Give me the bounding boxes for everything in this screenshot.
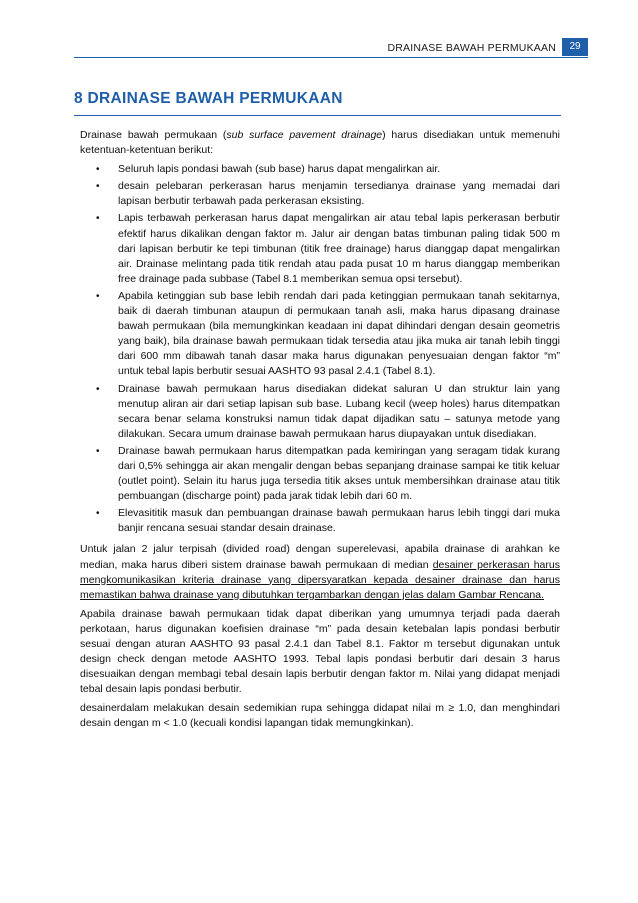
intro-text-start: Drainase bawah permukaan (: [80, 129, 227, 141]
list-item: [80, 506, 560, 536]
bullet-icon: •: [96, 181, 100, 193]
bullet-icon: •: [96, 508, 100, 520]
list-item: [80, 382, 560, 442]
list-item-text: Elevasititik masuk dan pembuangan drainase bawah permukaan harus lebih tinggi dari muka banjir rencana sesuai standar desain drainase.: [118, 507, 560, 535]
intro-italic-term: sub surface pavement drainage: [226, 129, 383, 141]
list-item: [80, 162, 560, 177]
section-heading: 8 DRAINASE BAWAH PERMUKAAN: [74, 90, 343, 107]
list-item-text: desain pelebaran perkerasan harus menjamin tersedianya drainase yang memadai dari lapisan berbutir terbawah pada perkerasan eksisting.: [118, 180, 560, 208]
header-divider: [74, 57, 588, 58]
list-item-text: Seluruh lapis pondasi bawah (sub base) harus dapat mengalirkan air.: [118, 163, 441, 176]
bullet-icon: •: [96, 383, 100, 395]
list-item-text: Lapis terbawah perkerasan harus dapat mengalirkan air atau tebal lapis perkerasan berbutir efektif harus dikalikan dengan faktor m. Jalur air dengan batas timbunan paling tidak 500 m dari lapisan berbutir ke tepi timbunan (titik free drainage) harus dianggap dapat mengalirkan air. Drainase melintang pada titik rendah atau pada pusat 10 m harus dianggap memberikan free drainage pada subbase (Tabel 8.1 memberikan semua opsi tersebut).: [118, 212, 560, 285]
list-item: [80, 211, 560, 286]
page-number-badge: 29: [562, 38, 588, 56]
list-item-text: Apabila ketinggian sub base lebih rendah dari pada ketinggian permukaan tanah sekitarnya, baik di daerah timbunan ataupun di permukaan tanah asli, maka harus dipasang drainase bawah permukaan (bila memungkinkan keadaan ini dapat dihindari dengan desain geometris yang baik), bila drainase bawah permukaan tidak tersedia atau jika muka air tanah lebih tinggi dari 600 mm dibawah tanah dasar maka harus digunakan penyesuaian dengan faktor “m” untuk tebal lapis berbutir sesuai AASHTO 93 pasal 2.4.1 (Tabel 8.1).: [118, 289, 560, 378]
header-title: DRAINASE BAWAH PERMUKAAN: [387, 42, 556, 54]
bullet-icon: •: [96, 164, 100, 176]
list-item: [80, 289, 560, 380]
median-drainage-paragraph: [80, 542, 560, 602]
document-body: [80, 128, 560, 736]
paragraph-text: Untuk jalan 2 jalur terpisah (divided road) dengan superelevasi, apabila drainase di arahkan ke median, maka harus diberi sistem drainase bawah permukaan di median: [80, 543, 560, 571]
heading-divider: [74, 115, 561, 116]
list-item-text: Drainase bawah permukaan harus ditempatkan pada kemiringan yang seragam tidak kurang dari 0,5% sehingga air akan mengalir dengan bebas sepanjang drainase sampai ke titik keluar (outlet point). Selain itu harus juga tersedia titik akses untuk membersihkan drainase atau titik pembuangan (discharge point) pada jarak tidak lebih dari 60 m.: [118, 444, 560, 503]
design-factor-paragraph: desainerdalam melakukan desain sedemikian rupa sehingga didapat nilai m ≥ 1.0, dan menghindari desain dengan m < 1.0 (kecuali kondisi lapangan tidak memungkinkan).: [80, 702, 560, 730]
list-item-text: Drainase bawah permukaan harus disediakan didekat saluran U dan struktur lain yang menutup aliran air dari setiap lapisan sub base. Lubang kecil (weep holes) harus ditempatkan secara benar selama konstruksi namun tidak dapat dijadikan satu – satunya metode yang dilakukan. Secara umum drainase bawah permukaan harus diupayakan untuk disediakan.: [118, 382, 560, 440]
bullet-icon: •: [96, 445, 100, 457]
list-item: [80, 179, 560, 209]
intro-text-end: ) harus disediakan untuk memenuhi ketentuan-ketentuan berikut:: [80, 129, 560, 157]
intro-paragraph: [80, 128, 560, 158]
list-item: [80, 444, 560, 504]
underlined-text: desainer perkerasan harus mengkomunikasikan kriteria drainase yang dipersyaratkan kepada desainer drainase dan harus memastikan bahwa drainase yang dibutuhkan tergambarkan dengan jelas dalam Gambar Rencana.: [80, 558, 560, 601]
page-header: [74, 38, 588, 58]
urban-drainage-paragraph: Apabila drainase bawah permukaan tidak dapat diberikan yang umumnya terjadi pada daerah perkotaan, harus digunakan koefisien drainase “m” pada desain ketebalan lapis pondasi berbutir sesuai dengan aturan AASHTO 93 pasal 2.4.1 dan Tabel 8.1. Faktor m tersebut digunakan untuk design check dengan metode AASHTO 1993. Tebal lapis pondasi berbutir dari desain 3 harus disesuaikan dengan membagi tebal desain lapis berbutir dengan faktor m. Nilai yang didapat menjadi tebal desain lapis pondasi berbutir.: [80, 607, 560, 696]
bullet-icon: •: [96, 290, 100, 302]
requirements-list: [80, 162, 560, 536]
bullet-icon: •: [96, 213, 100, 225]
